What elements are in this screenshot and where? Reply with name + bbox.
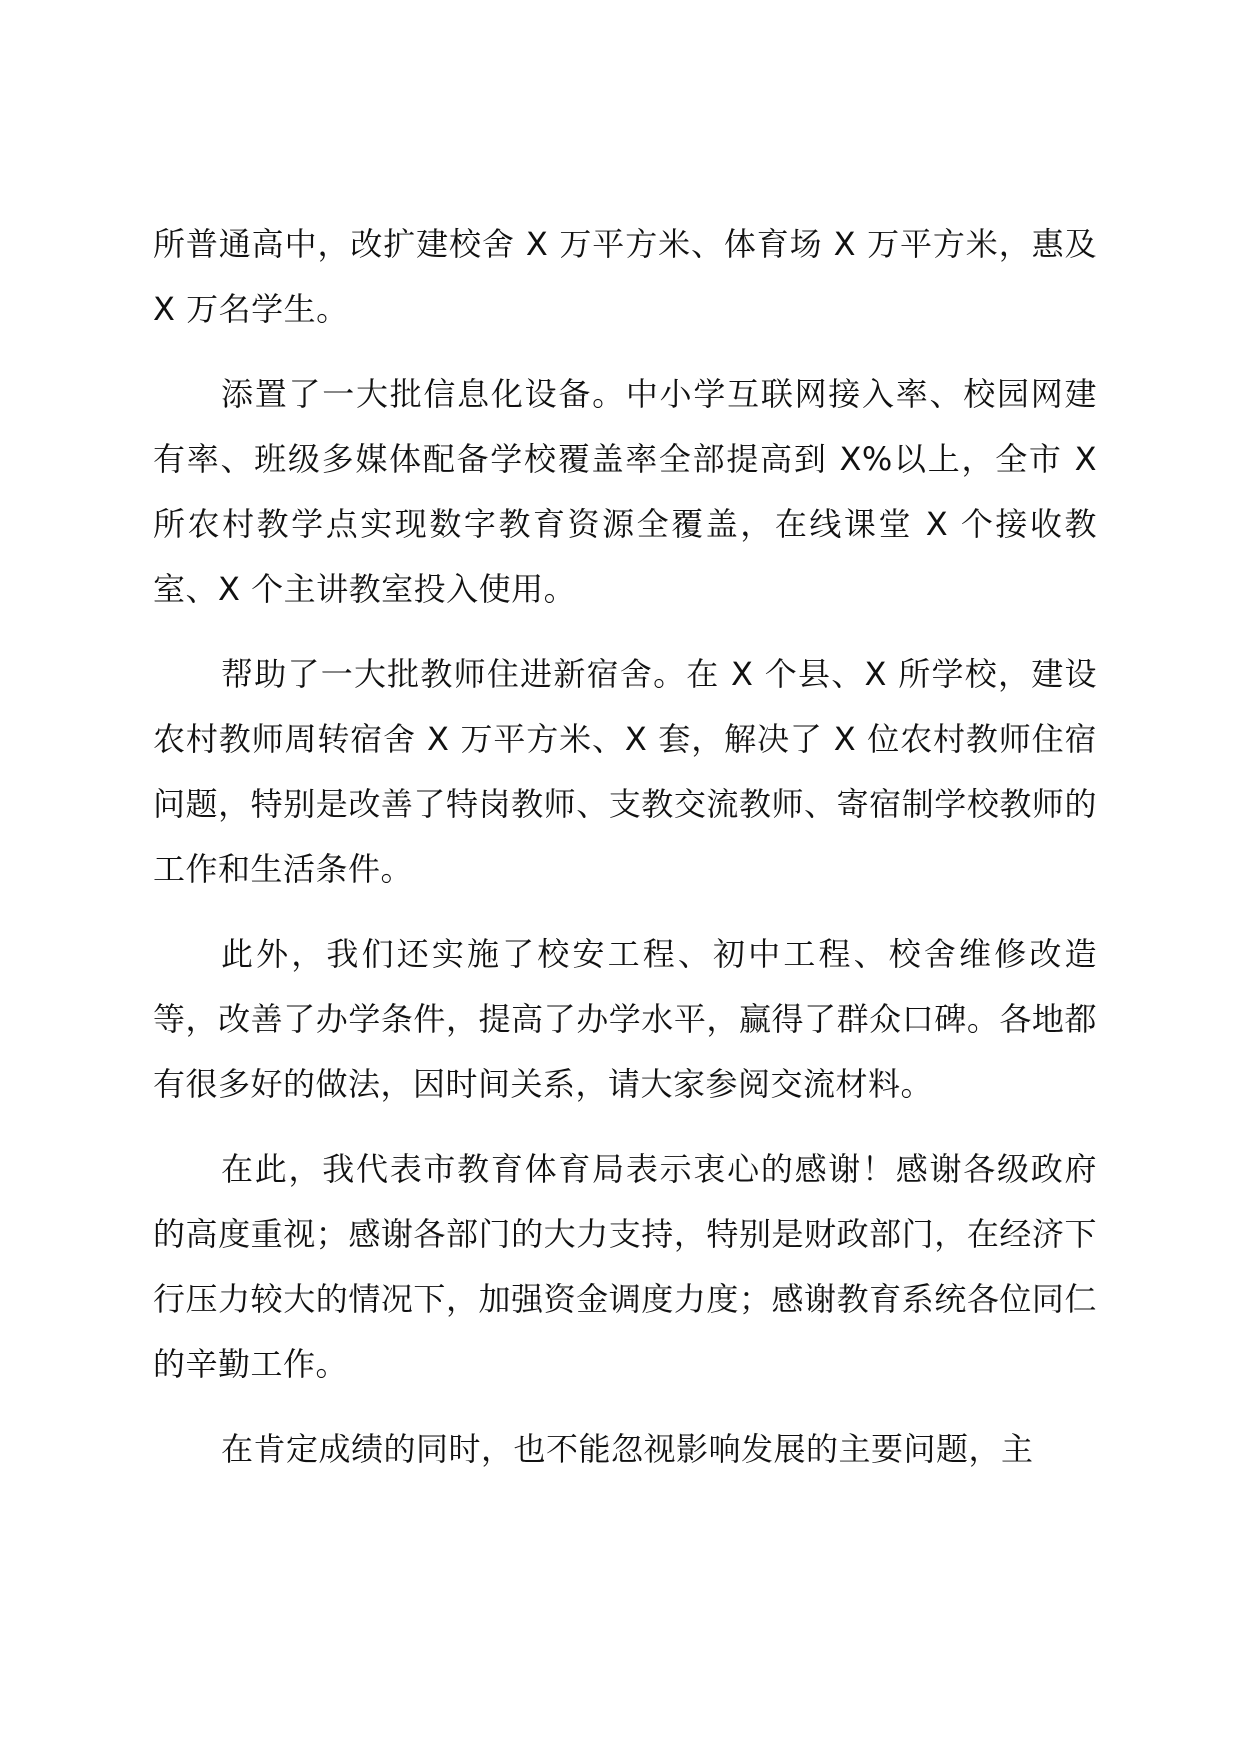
paragraph: 所普通高中，改扩建校舍 X 万平方米、体育场 X 万平方米，惠及 X 万名学生。 — [153, 225, 1097, 328]
paragraph: 在肯定成绩的同时，也不能忽视影响发展的主要问题，主 — [221, 1430, 1034, 1468]
paragraph: 在此，我代表市教育体育局表示衷心的感谢！感谢各级政府的高度重视；感谢各部门的大力支持，特别是财政部门，在经济下行压力较大的情况下，加强资金调度力度；感谢教育系统各位同仁的辛勤工作。 — [153, 1150, 1097, 1383]
paragraph: 添置了一大批信息化设备。中小学互联网接入率、校园网建有率、班级多媒体配备学校覆盖率全部提高到 X%以上，全市 X 所农村教学点实现数字教育资源全覆盖，在线课堂 X 个接收教室、X 个主讲教室投入使用。 — [153, 375, 1097, 608]
paragraph: 此外，我们还实施了校安工程、初中工程、校舍维修改造等，改善了办学条件，提高了办学水平，赢得了群众口碑。各地都有很多好的做法，因时间关系，请大家参阅交流材料。 — [153, 935, 1097, 1103]
paragraph: 帮助了一大批教师住进新宿舍。在 X 个县、X 所学校，建设农村教师周转宿舍 X 万平方米、X 套，解决了 X 位农村教师住宿问题，特别是改善了特岗教师、支教交流教师、寄宿制学校教师的工作和生活条件。 — [153, 655, 1097, 888]
document-body — [153, 212, 1097, 1502]
